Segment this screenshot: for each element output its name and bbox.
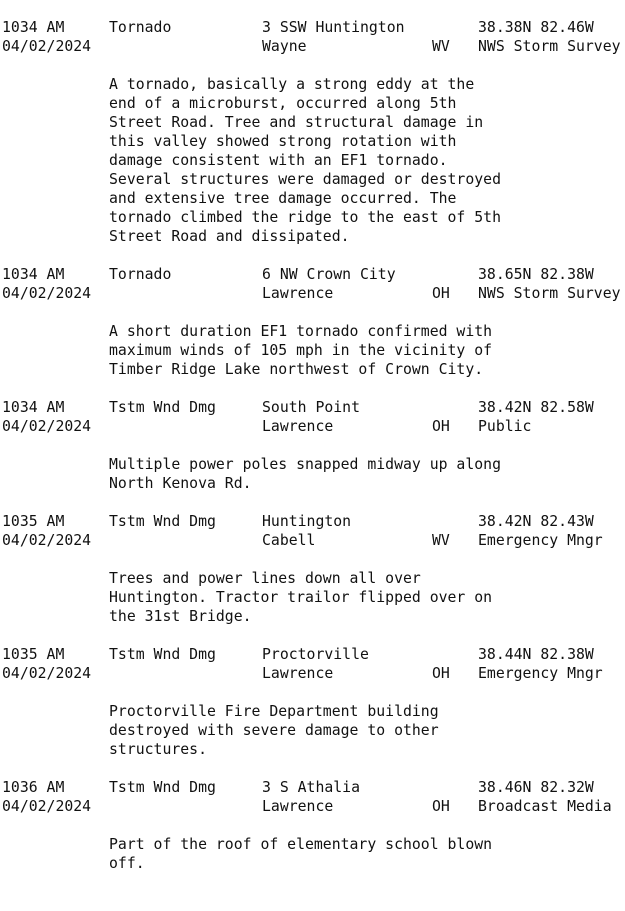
report-header-line-2 [2, 37, 624, 56]
report-spacer [2, 759, 624, 778]
report-state: OH [432, 665, 450, 682]
report-remarks: A short duration EF1 tornado confirmed with maximum winds of 105 mph in the vicinity of Timber Ridge Lake northwest of Crown City. [109, 323, 493, 378]
report-header-line-2 [2, 664, 624, 683]
report-location: 3 SSW Huntington [262, 19, 405, 36]
report-header-line-2 [2, 284, 624, 303]
report-location: Proctorville [262, 646, 369, 663]
report-remarks: A tornado, basically a strong eddy at the end of a microburst, occurred along 5th Street Road. Tree and structural damage in this valley showed strong rotation with damage consistent with an EF1 tornado. Several structures were damaged or destroyed and extensive tree damage occurred. The tornado climbed the ridge to the east of 5th Street Road and dissipated. [109, 76, 501, 245]
report-county: Cabell [262, 532, 316, 549]
report-county: Wayne [262, 38, 307, 55]
report-state: OH [432, 418, 450, 435]
report-event-type: Tornado [109, 19, 172, 36]
report-latlon: 38.38N 82.46W [478, 19, 594, 36]
report-event-type: Tstm Wnd Dmg [109, 399, 216, 416]
report-event-type: Tstm Wnd Dmg [109, 779, 216, 796]
report-header-line-1 [2, 512, 624, 531]
report-source: Public [478, 418, 532, 435]
report-date: 04/02/2024 [2, 285, 92, 302]
report-event-type: Tstm Wnd Dmg [109, 513, 216, 530]
report-latlon: 38.42N 82.58W [478, 399, 594, 416]
report-source: Emergency Mngr [478, 532, 603, 549]
report-event-type: Tstm Wnd Dmg [109, 646, 216, 663]
report-time: 1035 AM [2, 513, 65, 530]
report-entry [2, 778, 624, 873]
report-county: Lawrence [262, 285, 334, 302]
report-entry [2, 398, 624, 512]
report-date: 04/02/2024 [2, 38, 92, 55]
report-header-line-1 [2, 645, 624, 664]
report-spacer [2, 493, 624, 512]
report-header-line-2 [2, 417, 624, 436]
report-remarks: Part of the roof of elementary school blown off. [109, 836, 493, 872]
report-latlon: 38.42N 82.43W [478, 513, 594, 530]
report-source: NWS Storm Survey [478, 285, 621, 302]
report-state: OH [432, 285, 450, 302]
report-state: WV [432, 532, 450, 549]
storm-report-list [2, 18, 624, 873]
report-time: 1034 AM [2, 399, 65, 416]
report-entry [2, 512, 624, 645]
report-source: NWS Storm Survey [478, 38, 621, 55]
report-time: 1035 AM [2, 646, 65, 663]
report-state: WV [432, 38, 450, 55]
report-header-line-2 [2, 531, 624, 550]
report-remarks: Multiple power poles snapped midway up along North Kenova Rd. [109, 456, 501, 492]
report-source: Emergency Mngr [478, 665, 603, 682]
report-latlon: 38.46N 82.32W [478, 779, 594, 796]
report-location: Huntington [262, 513, 352, 530]
report-date: 04/02/2024 [2, 418, 92, 435]
report-remarks: Proctorville Fire Department building destroyed with severe damage to other structures. [109, 703, 439, 758]
report-entry [2, 265, 624, 398]
report-location: 3 S Athalia [262, 779, 360, 796]
report-time: 1034 AM [2, 266, 65, 283]
report-county: Lawrence [262, 798, 334, 815]
report-spacer [2, 246, 624, 265]
report-latlon: 38.44N 82.38W [478, 646, 594, 663]
report-header-line-1 [2, 398, 624, 417]
report-entry [2, 645, 624, 778]
report-header-line-2 [2, 797, 624, 816]
report-date: 04/02/2024 [2, 665, 92, 682]
report-entry [2, 18, 624, 265]
report-time: 1036 AM [2, 779, 65, 796]
report-date: 04/02/2024 [2, 532, 92, 549]
report-spacer [2, 379, 624, 398]
report-header-line-1 [2, 265, 624, 284]
report-date: 04/02/2024 [2, 798, 92, 815]
report-county: Lawrence [262, 418, 334, 435]
report-remarks: Trees and power lines down all over Huntington. Tractor trailor flipped over on the 31st Bridge. [109, 570, 493, 625]
report-state: OH [432, 798, 450, 815]
report-latlon: 38.65N 82.38W [478, 266, 594, 283]
report-header-line-1 [2, 18, 624, 37]
report-header-line-1 [2, 778, 624, 797]
report-location: South Point [262, 399, 360, 416]
report-time: 1034 AM [2, 19, 65, 36]
report-county: Lawrence [262, 665, 334, 682]
report-location: 6 NW Crown City [262, 266, 396, 283]
report-spacer [2, 626, 624, 645]
report-source: Broadcast Media [478, 798, 612, 815]
report-event-type: Tornado [109, 266, 172, 283]
